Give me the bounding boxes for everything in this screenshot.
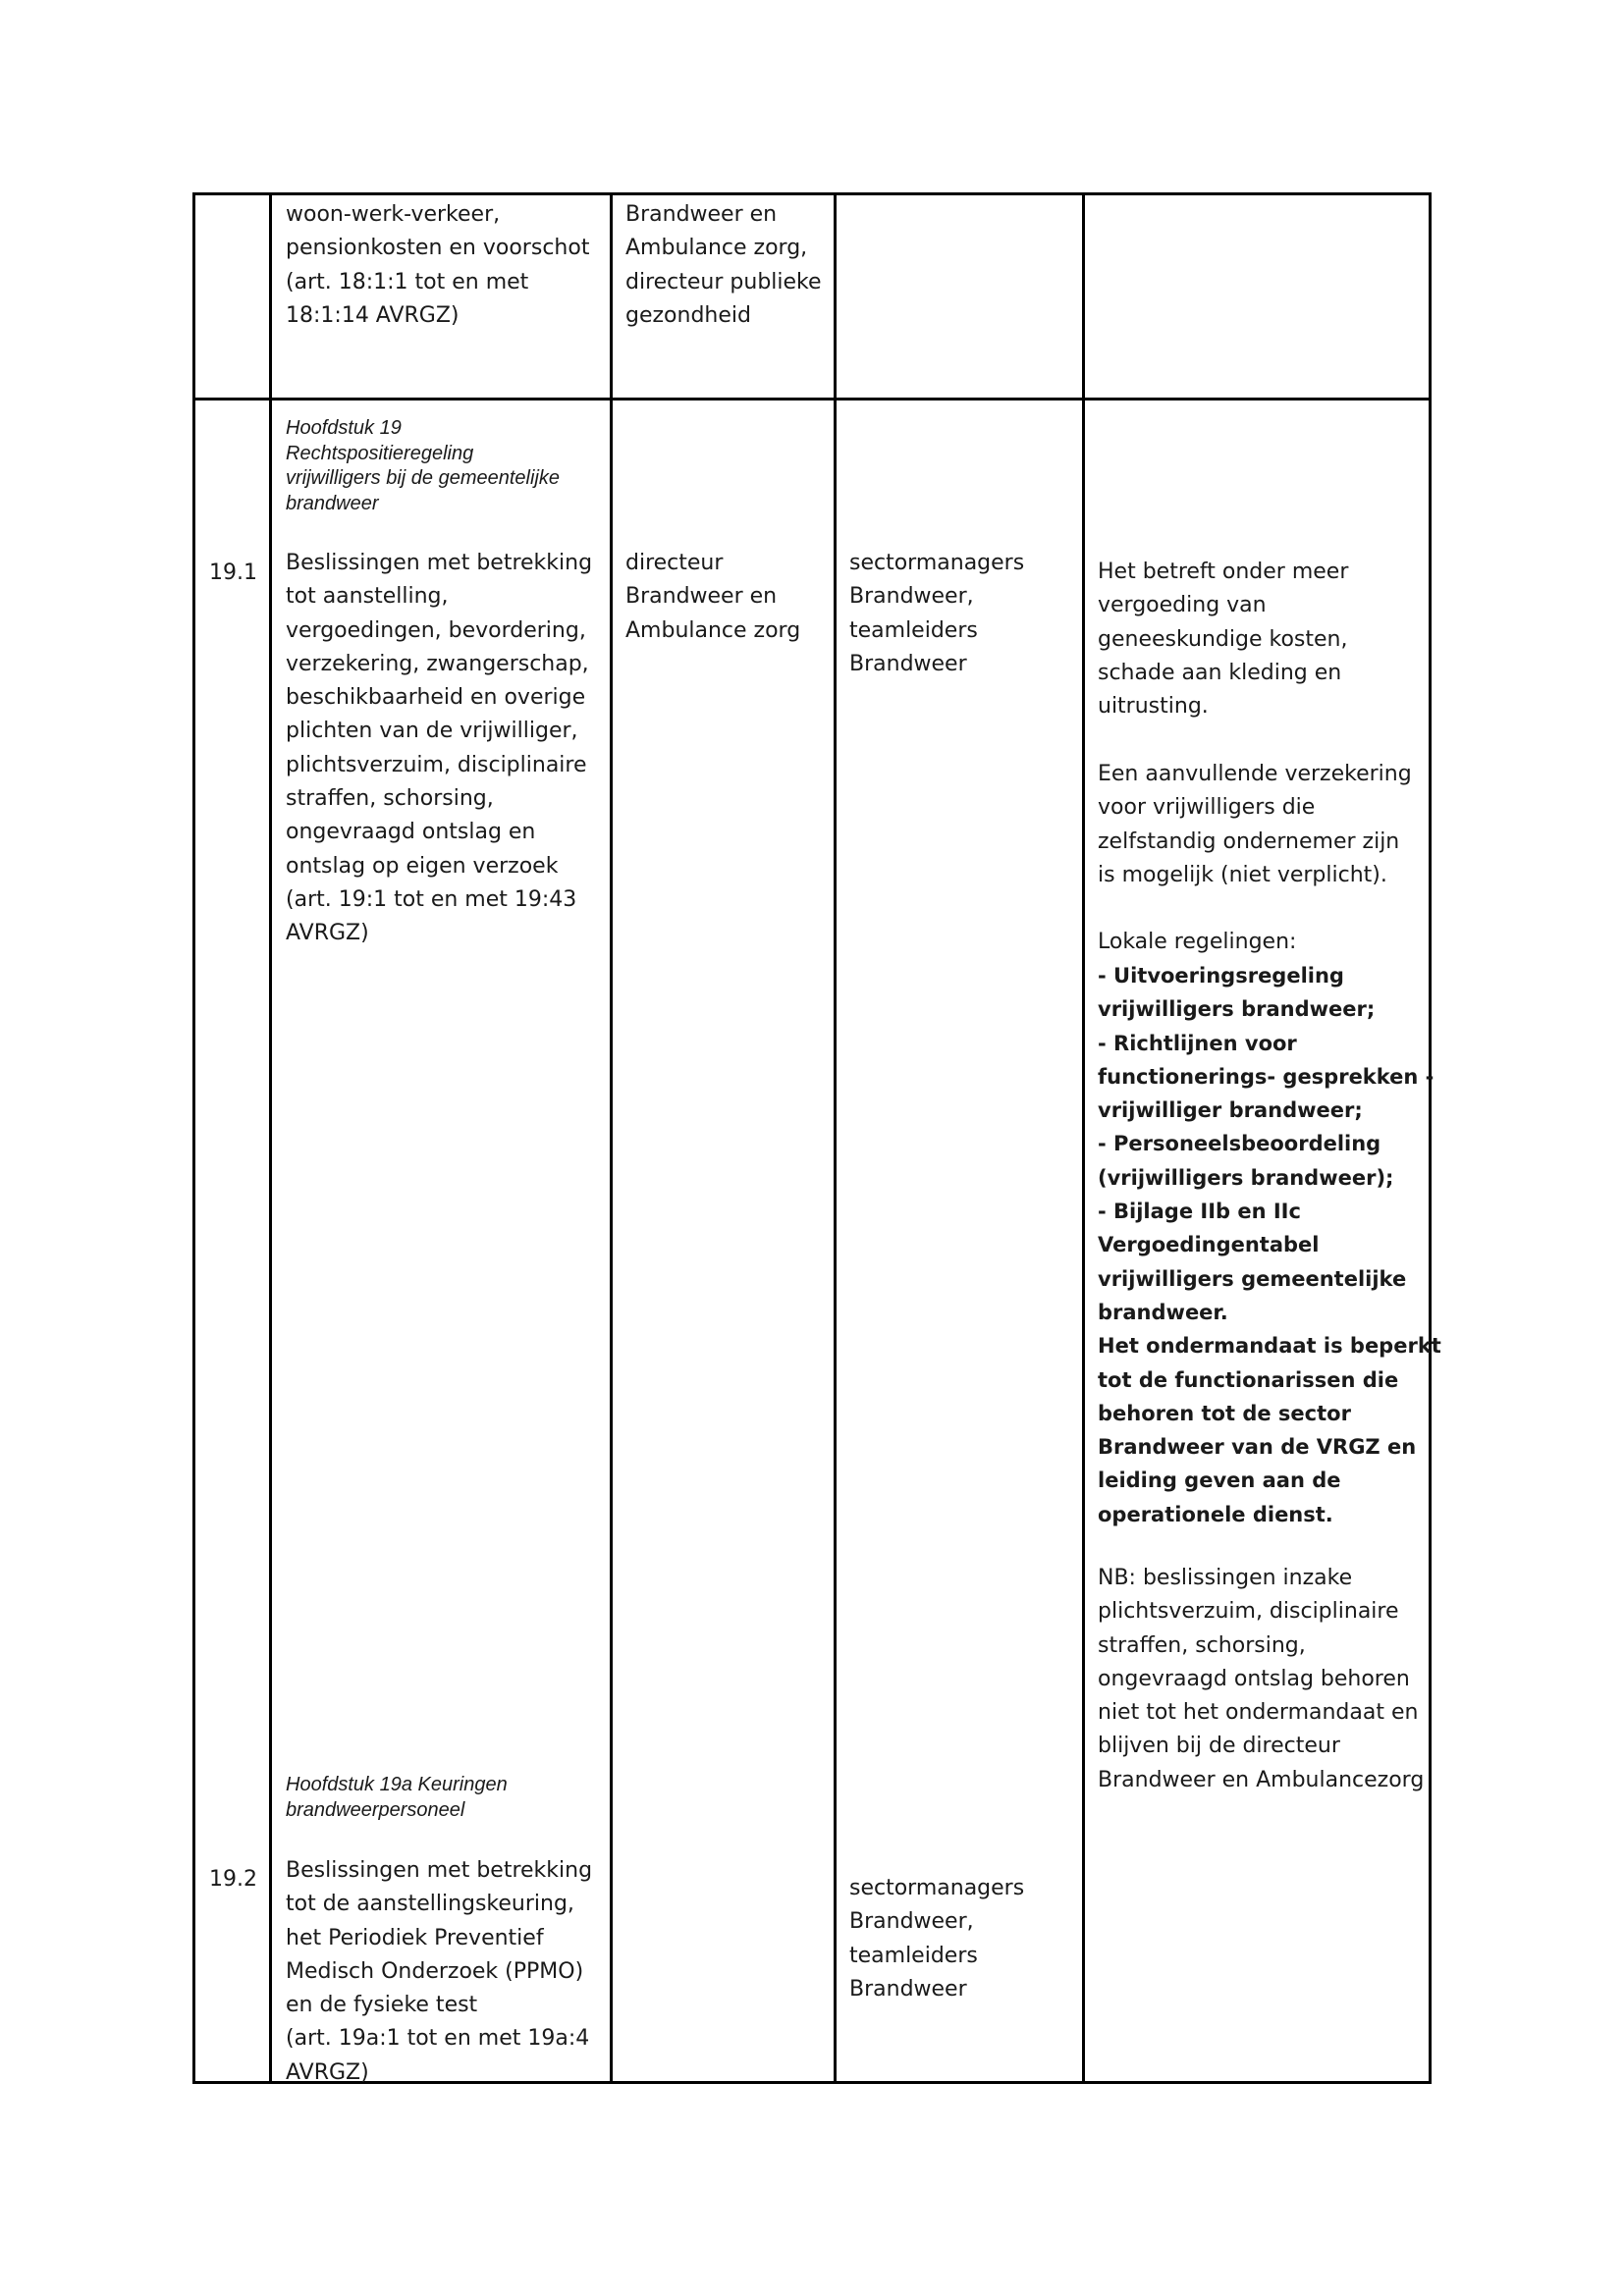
row-19-1-remarks-intro: Het betreft onder meer vergoeding van geneeskundige kosten, schade aan kleding en uitrusting. [1098, 560, 1349, 720]
row-19-1-remarks-local-label: Lokale regelingen: [1098, 930, 1297, 954]
row-19-1-remarks-local-regulations: - Uitvoeringsregeling vrijwilligers brandweer; - Richtlijnen voor functionerings- gesprekken - vrijwilliger brandweer; - Personeelsbeoordeling (vrijwilligers brandweer); - Bijlage IIb en IIc Vergoedingentabel vrijwilligers gemeentelijke brandweer. Het ondermandaat is beperkt tot de functionarissen die behoren tot de sector Brandweer van de VRGZ en leiding geven aan de operationele dienst. [1098, 964, 1441, 1526]
chapter-19-heading: Hoofdstuk 19 Rechtspositieregeling vrijwilligers bij de gemeentelijke brandweer [286, 417, 561, 514]
continued-description: woon-werk-verkeer, pensionkosten en voorschot (art. 18:1:1 tot en met 18:1:14 AVRGZ) [286, 202, 590, 328]
row-19-1-remarks-nb: NB: beslissingen inzake plichtsverzuim, disciplinaire straffen, schorsing, ongevraagd ontslag behoren niet tot het ondermandaat en blijven bij de directeur Brandweer en Ambulancezorg [1098, 1566, 1425, 1792]
row-19-2-description: Beslissingen met betrekking tot de aanstellingskeuring, het Periodiek Preventief Medisch Onderzoek (PPMO) en de fysieke test (art. 19a:1 tot en met 19a:4 AVRGZ) [286, 1858, 593, 2085]
row-19-1-mandatee: directeur Brandweer en Ambulance zorg [625, 551, 801, 643]
row-number-19-1: 19.1 [209, 561, 257, 585]
table-left-border [192, 192, 195, 2084]
column-divider-2 [610, 192, 613, 2084]
row-19-1-description: Beslissingen met betrekking tot aanstelling, vergoedingen, bevordering, verzekering, zwangerschap, beschikbaarheid en overige plichten van de vrijwilliger, plichtsverzuim, disciplinaire straffen, schorsing, ongevraagd ontslag en ontslag op eigen verzoek (art. 19:1 tot en met 19:43 AVRGZ) [286, 551, 593, 946]
row-divider [192, 398, 1432, 400]
row-number-19-2: 19.2 [209, 1867, 257, 1892]
row-19-2-submandatee: sectormanagers Brandweer, teamleiders Brandweer [849, 1876, 1025, 2002]
row-19-1-remarks-insurance: Een aanvullende verzekering voor vrijwilligers die zelfstandig ondernemer zijn is mogelijk (niet verplicht). [1098, 762, 1412, 887]
row-19-1-submandatee: sectormanagers Brandweer, teamleiders Brandweer [849, 551, 1025, 676]
column-divider-3 [834, 192, 837, 2084]
column-divider-1 [269, 192, 272, 2084]
continued-mandatee: Brandweer en Ambulance zorg, directeur publieke gezondheid [625, 202, 822, 328]
column-divider-4 [1082, 192, 1085, 2084]
chapter-19a-heading: Hoofdstuk 19a Keuringen brandweerpersoneel [286, 1774, 508, 1821]
table-top-border [192, 192, 1432, 195]
